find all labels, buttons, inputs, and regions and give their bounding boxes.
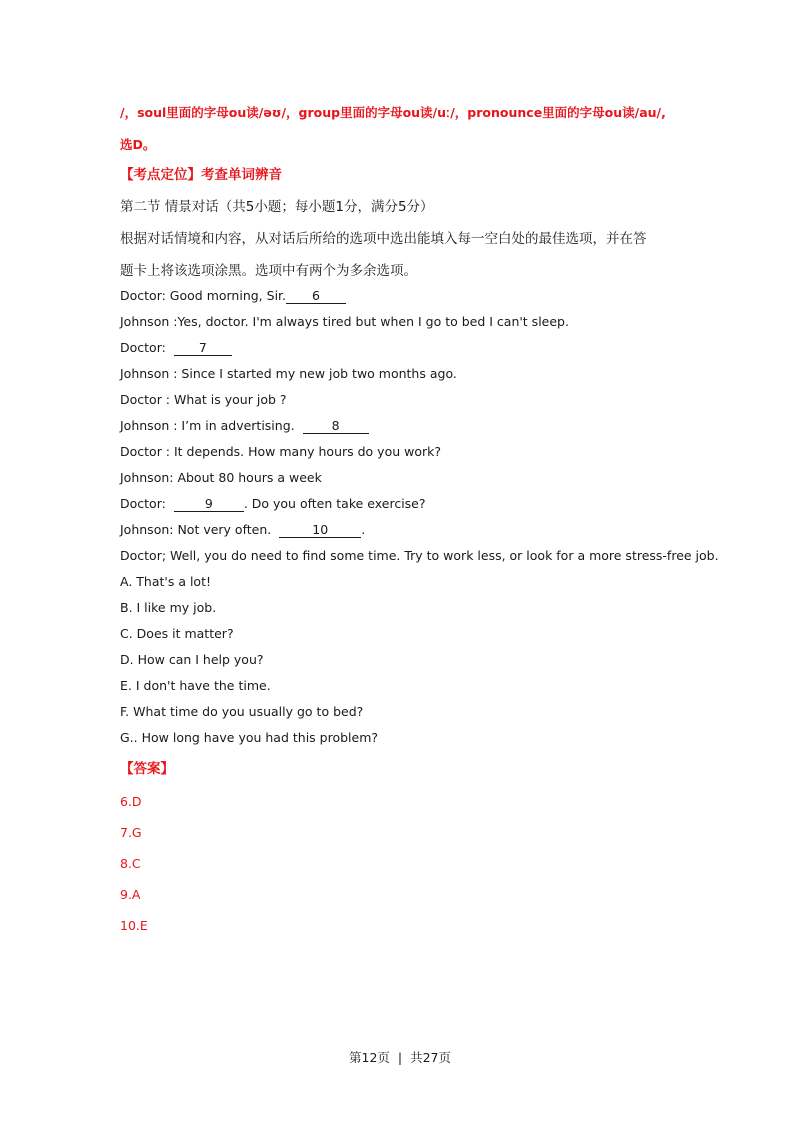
option-f: F. What time do you usually go to bed? <box>120 704 364 719</box>
answer-item: 10.E <box>120 918 148 933</box>
dialogue-line-1 <box>120 287 346 305</box>
dialogue-line-4: Johnson : Since I started my new job two months ago. <box>120 366 457 381</box>
explanation-line-2: 选D。 <box>120 137 156 152</box>
option-a: A. That's a lot! <box>120 574 211 589</box>
option-c: C. Does it matter? <box>120 626 234 641</box>
dialogue-line-2: Johnson :Yes, doctor. I'm always tired but when I go to bed I can't sleep. <box>120 314 569 329</box>
dialogue-text: Doctor: Good morning, Sir. <box>120 288 287 303</box>
dialogue-text: Doctor: <box>120 496 170 511</box>
explanation-line-1: /，soul里面的字母ou读/əʊ/，group里面的字母ou读/uː/，pronounce里面的字母ou读/au/, <box>120 105 666 120</box>
dialogue-text-after: . <box>361 522 366 537</box>
option-b: B. I like my job. <box>120 600 217 615</box>
blank-7: 7 <box>174 340 232 356</box>
page-number: 第12页 <box>349 1050 390 1065</box>
total-pages: 共27页 <box>410 1050 451 1065</box>
footer-separator: | <box>397 1050 403 1065</box>
answer-item: 9.A <box>120 887 141 902</box>
dialogue-line-3 <box>120 339 232 357</box>
instructions-line-1: 根据对话情境和内容，从对话后所给的选项中选出能填入每一空白处的最佳选项，并在答 <box>120 231 647 247</box>
blank-10: 10 <box>279 522 361 538</box>
answer-item: 6.D <box>120 794 142 809</box>
answer-item: 8.C <box>120 856 141 871</box>
blank-9: 9 <box>174 496 244 512</box>
dialogue-text: Johnson: Not very often. <box>120 522 276 537</box>
blank-8: 8 <box>303 418 369 434</box>
dialogue-text-after: . Do you often take exercise? <box>243 496 426 511</box>
option-d: D. How can I help you? <box>120 652 264 667</box>
dialogue-line-7: Doctor : It depends. How many hours do you work? <box>120 444 441 459</box>
blank-6: 6 <box>286 288 346 304</box>
option-g: G.. How long have you had this problem? <box>120 730 379 745</box>
dialogue-text: Doctor: <box>120 340 170 355</box>
instructions-line-2: 题卡上将该选项涂黑。选项中有两个为多余选项。 <box>120 263 417 279</box>
page-footer <box>0 1048 800 1066</box>
answer-item: 7.G <box>120 825 142 840</box>
kaodian-heading: 【考点定位】考查单词辨音 <box>120 167 282 183</box>
dialogue-line-6 <box>120 417 369 435</box>
section-title: 第二节 情景对话（共5小题；每小题1分，满分5分） <box>120 199 434 215</box>
option-e: E. I don't have the time. <box>120 678 271 693</box>
dialogue-line-9 <box>120 495 426 513</box>
dialogue-line-10 <box>120 521 365 539</box>
answer-heading: 【答案】 <box>120 761 174 777</box>
dialogue-line-11: Doctor; Well, you do need to find some time. Try to work less, or look for a more stress-free job. <box>120 548 719 563</box>
dialogue-line-8: Johnson: About 80 hours a week <box>120 470 322 485</box>
dialogue-text: Johnson : I’m in advertising. <box>120 418 299 433</box>
dialogue-line-5: Doctor : What is your job ? <box>120 392 287 407</box>
